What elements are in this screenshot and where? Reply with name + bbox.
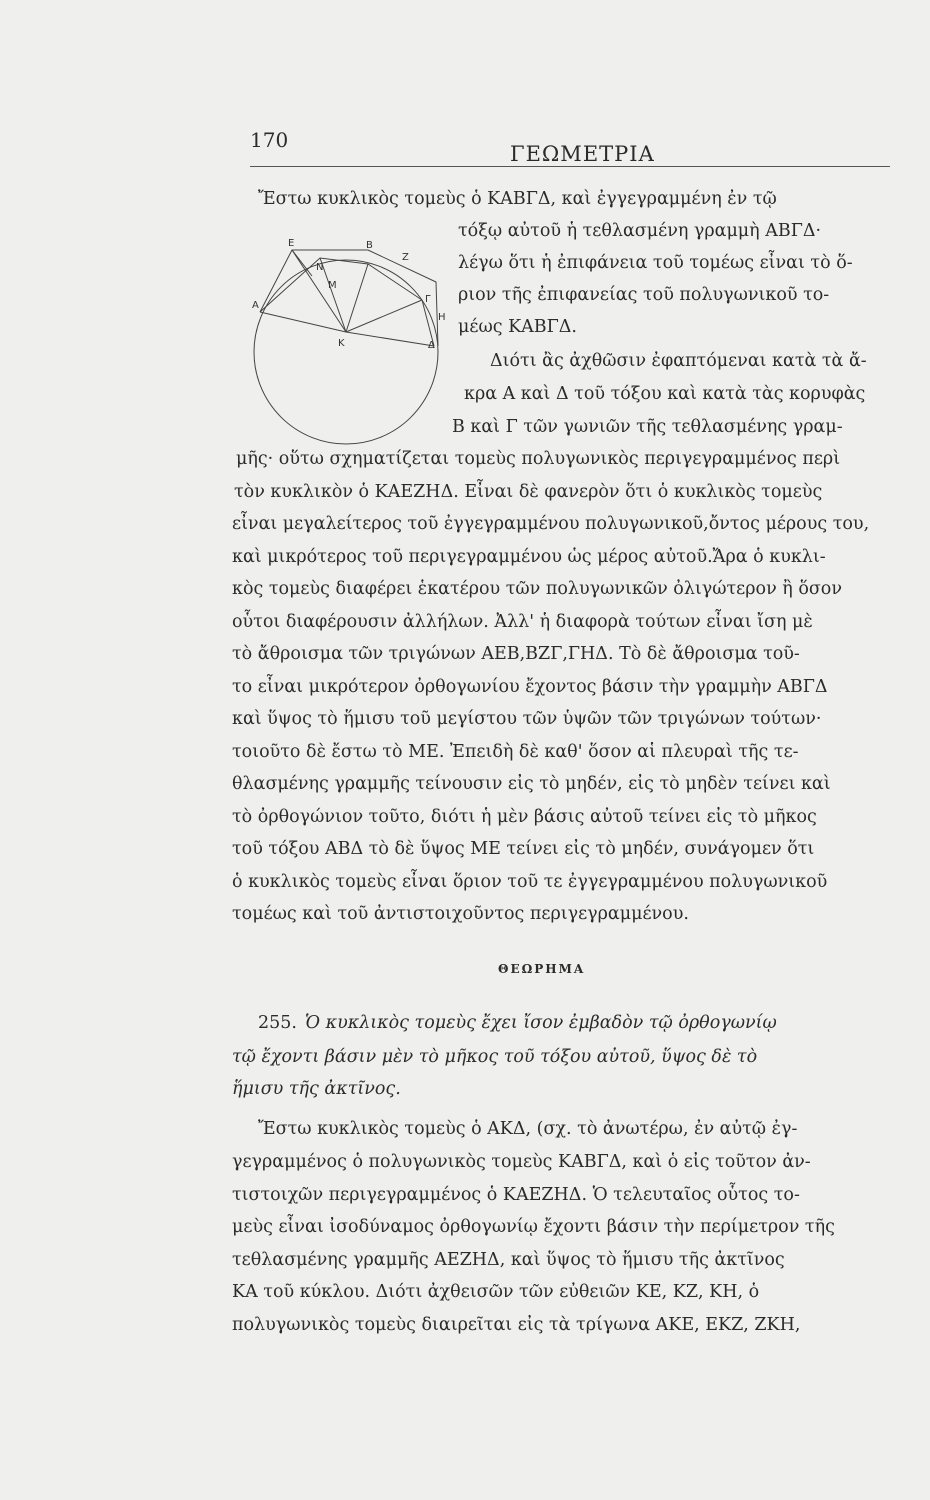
proof-line: τιστοιχῶν περιγεγραμμένος ὁ ΚΑΕΖΗΔ. Ὁ τελευταῖος οὗτος το- bbox=[232, 1185, 800, 1205]
text-line: τὸ ὀρθογώνιον τοῦτο, διότι ἡ μὲν βάσις αὐτοῦ τείνει εἰς τὸ μῆκος bbox=[232, 807, 817, 827]
text-line: τόξῳ αὐτοῦ ἡ τεθλασμένη γραμμὴ ΑΒΓΔ· bbox=[458, 221, 822, 241]
label-m: Μ bbox=[328, 280, 337, 291]
text-line: Διότι ἂς ἀχθῶσιν ἐφαπτόμεναι κατὰ τὰ ἄ- bbox=[490, 351, 867, 371]
text-line: τὸ ἄθροισμα τῶν τριγώνων ΑΕΒ,ΒΖΓ,ΓΗΔ. Τὸ δὲ ἄθροισμα τοῦ- bbox=[232, 644, 800, 664]
text-line: ὁ κυκλικὸς τομεὺς εἶναι ὅριον τοῦ τε ἐγγεγραμμένου πολυγωνικοῦ bbox=[232, 872, 828, 892]
text-line: εἶναι μεγαλείτερος τοῦ ἐγγεγραμμένου πολυγωνικοῦ,ὄντος μέρους του, bbox=[232, 514, 870, 534]
height-me bbox=[292, 250, 312, 276]
text-line: θλασμένης γραμμῆς τείνουσιν εἰς τὸ μηδέν, εἰς τὸ μηδὲν τείνει καὶ bbox=[232, 774, 831, 794]
text-line: το εἶναι μικρότερον ὀρθογωνίου ἔχοντος βάσιν τὴν γραμμὴν ΑΒΓΔ bbox=[232, 677, 828, 697]
text-line: καὶ ὕψος τὸ ἥμισυ τοῦ μεγίστου τῶν ὑψῶν τῶν τριγώνων τούτων· bbox=[232, 709, 822, 729]
text-line: μῆς· οὕτω σχηματίζεται τομεὺς πολυγωνικὸς περιγεγραμμένος περὶ bbox=[236, 449, 841, 469]
text-line: Β καὶ Γ τῶν γωνιῶν τῆς τεθλασμένης γραμ- bbox=[452, 417, 843, 437]
text-line: μέως ΚΑΒΓΔ. bbox=[458, 317, 577, 337]
theorem-number: 255. bbox=[258, 1013, 297, 1033]
theorem-statement-line: ἥμισυ τῆς ἀκτῖνος. bbox=[232, 1079, 401, 1099]
text-line: τοῦ τόξου ΑΒΔ τὸ δὲ ὕψος ΜΕ τείνει εἰς τὸ μηδέν, συνάγομεν ὅτι bbox=[232, 839, 815, 859]
text-line: τοιοῦτο δὲ ἔστω τὸ ΜΕ. Ἐπειδὴ δὲ καθ' ὅσον αἱ πλευραὶ τῆς τε- bbox=[232, 742, 799, 762]
proof-line: γεγραμμένος ὁ πολυγωνικὸς τομεὺς ΚΑΒΓΔ, καὶ ὁ εἰς τοῦτον ἀν- bbox=[232, 1152, 811, 1172]
label-n: Ν bbox=[316, 262, 324, 273]
text-line: λέγω ὅτι ἡ ἐπιφάνεια τοῦ τομέως εἶναι τὸ ὅ- bbox=[458, 253, 853, 273]
proof-line: μεὺς εἶναι ἰσοδύναμος ὀρθογωνίῳ ἔχοντι βάσιν τὴν περίμετρον τῆς bbox=[232, 1217, 835, 1237]
label-b: Β bbox=[366, 240, 373, 251]
circumscribed-polygon bbox=[260, 250, 438, 346]
page-header bbox=[250, 128, 890, 168]
label-z: Ζ bbox=[402, 252, 409, 263]
proof-line: ΚΑ τοῦ κύκλου. Διότι ἀχθεισῶν τῶν εὐθειῶν ΚΕ, ΚΖ, ΚΗ, ὁ bbox=[232, 1282, 760, 1302]
proof-line: πολυγωνικὸς τομεὺς διαιρεῖται εἰς τὰ τρίγωνα ΑΚΕ, ΕΚΖ, ΖΚΗ, bbox=[232, 1315, 801, 1335]
theorem-heading: ΘΕΩΡΗΜΑ bbox=[498, 962, 586, 976]
proof-line: Ἔστω κυκλικὸς τομεὺς ὁ ΑΚΔ, (σχ. τὸ ἀνωτέρω, ἐν αὐτῷ ἐγ- bbox=[258, 1119, 798, 1139]
theorem-statement-line: Ὁ κυκλικὸς τομεὺς ἔχει ἴσον ἐμβαδὸν τῷ ὀρθογωνίῳ bbox=[305, 1013, 777, 1033]
radius-ka bbox=[260, 312, 346, 332]
inscribed-polygon bbox=[260, 258, 434, 346]
theorem-statement-line: τῷ ἔχοντι βάσιν μὲν τὸ μῆκος τοῦ τόξου αὐτοῦ, ὕψος δὲ τὸ bbox=[232, 1047, 758, 1067]
circle bbox=[254, 260, 438, 444]
text-line: κρα Α καὶ Δ τοῦ τόξου καὶ κατὰ τὰς κορυφὰς bbox=[464, 384, 866, 404]
text-line: ριον τῆς ἐπιφανείας τοῦ πολυγωνικοῦ το- bbox=[458, 285, 830, 305]
label-a: Α bbox=[252, 300, 259, 311]
radius-kd bbox=[346, 332, 434, 346]
text-line: καὶ μικρότερος τοῦ περιγεγραμμένου ὡς μέρος αὐτοῦ.Ἄρα ὁ κυκλι- bbox=[232, 547, 826, 567]
label-d: Δ bbox=[428, 340, 435, 351]
radius-kz bbox=[346, 264, 368, 332]
sector-figure bbox=[252, 236, 444, 444]
radius-kg bbox=[346, 300, 422, 332]
radius-kb bbox=[320, 258, 346, 332]
proof-line: τεθλασμένης γραμμῆς ΑΕΖΗΔ, καὶ ὕψος τὸ ἥμισυ τῆς ἀκτῖνος bbox=[232, 1250, 785, 1270]
header-rule bbox=[250, 166, 890, 167]
text-line: Ἔστω κυκλικὸς τομεὺς ὁ ΚΑΒΓΔ, καὶ ἐγγεγραμμένη ἐν τῷ bbox=[258, 189, 777, 209]
running-title: ΓΕΩΜΕΤΡΙΑ bbox=[510, 142, 655, 166]
text-line: κὸς τομεὺς διαφέρει ἑκατέρου τῶν πολυγωνικῶν ὀλιγώτερον ἢ ὅσον bbox=[232, 579, 842, 599]
label-e: Ε bbox=[288, 238, 295, 249]
label-k: Κ bbox=[338, 338, 345, 349]
label-h: Η bbox=[438, 312, 446, 323]
text-line: οὗτοι διαφέρουσιν ἀλλήλων. Ἀλλ' ἡ διαφορὰ τούτων εἶναι ἴση μὲ bbox=[232, 612, 813, 632]
text-line: τομέως καὶ τοῦ ἀντιστοιχοῦντος περιγεγραμμένου. bbox=[232, 904, 689, 924]
label-g: Γ bbox=[425, 294, 431, 305]
text-line: τὸν κυκλικὸν ὁ ΚΑΕΖΗΔ. Εἶναι δὲ φανερὸν ὅτι ὁ κυκλικὸς τομεὺς bbox=[234, 482, 823, 502]
page-number: 170 bbox=[250, 128, 289, 152]
